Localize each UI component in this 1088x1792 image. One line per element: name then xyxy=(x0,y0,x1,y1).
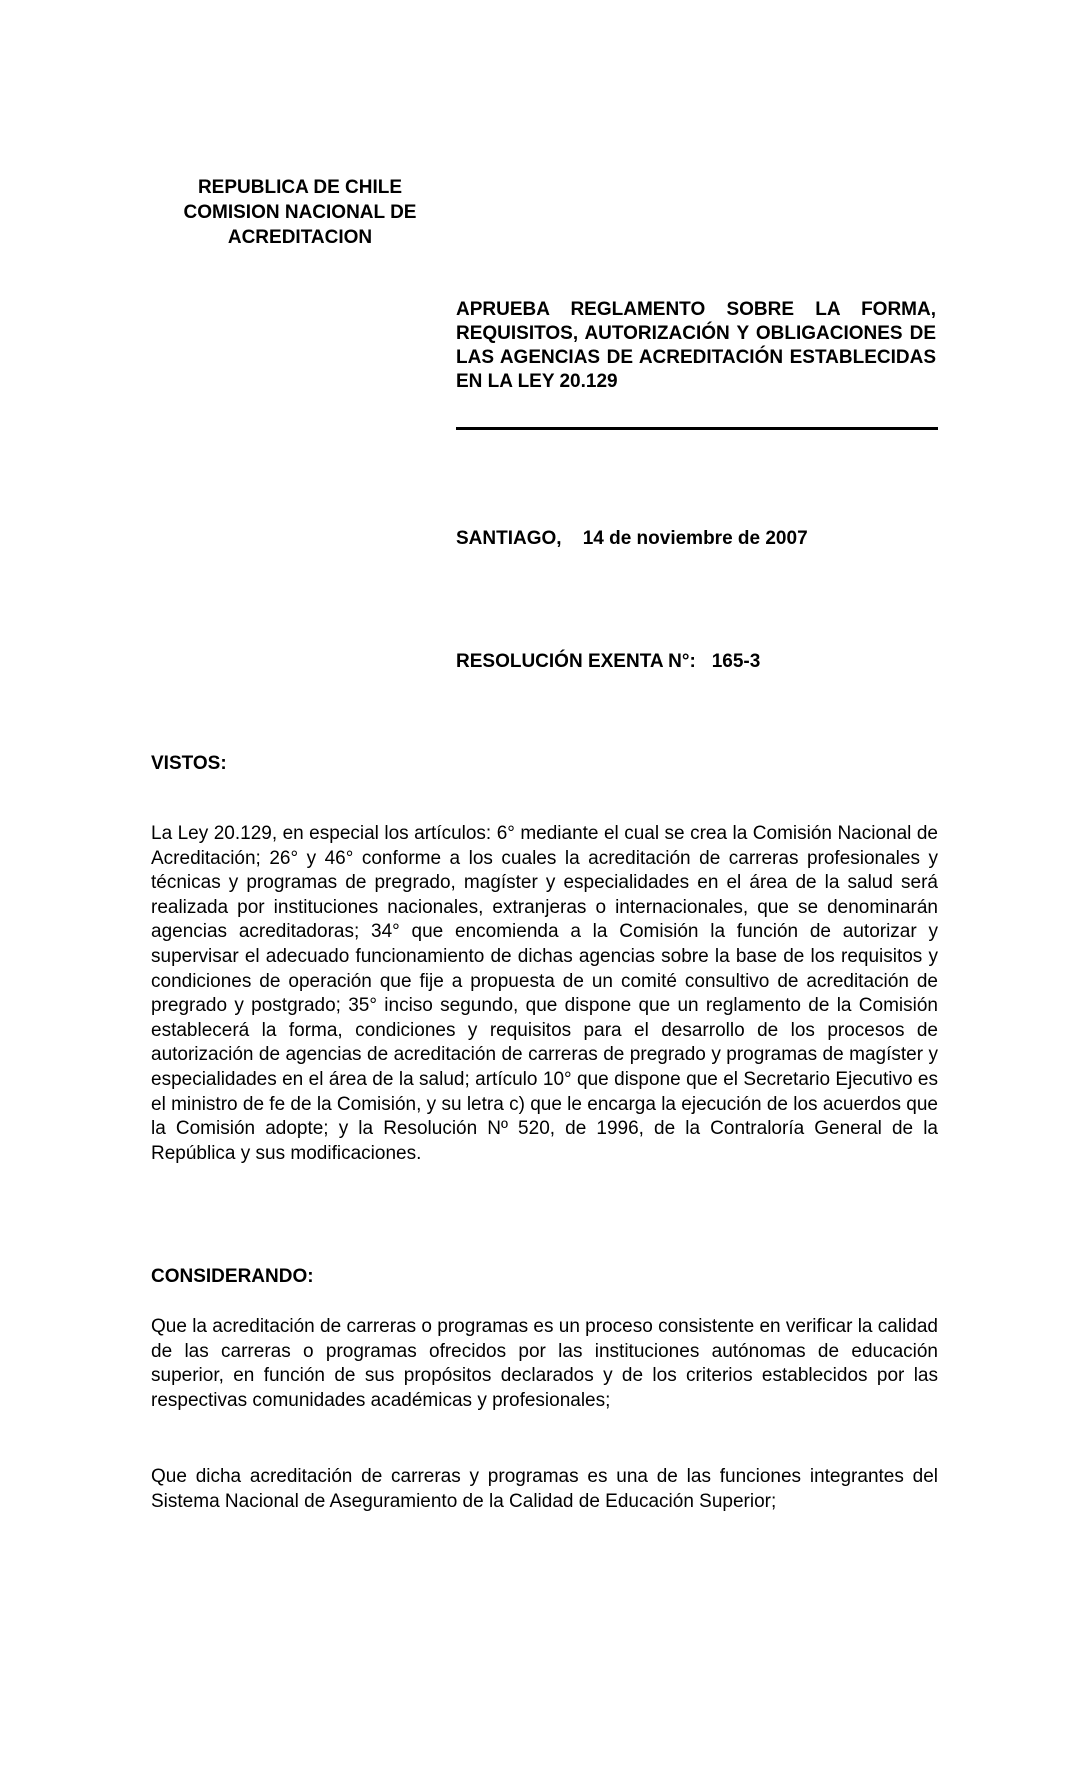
section-heading-considerando: CONSIDERANDO: xyxy=(151,1266,314,1287)
resolution-label: RESOLUCIÓN EXENTA N°: xyxy=(456,651,696,672)
header-line-accreditation: ACREDITACION xyxy=(227,227,373,248)
dateline xyxy=(456,527,808,551)
vistos-paragraph: La Ley 20.129, en especial los artículos: 6° mediante el cual se crea la Comisión Nacional de Acreditación; 26° y 46° conforme a los cuales la acreditación de carreras profesionales y técnicas y programas de pregrado, magíster y especialidades en el área de la salud será realizada por instituciones nacionales, extranjeras o internacionales, que se denominarán agencias acreditadoras; 34° que encomienda a la Comisión la función de autorizar y supervisar el adecuado funcionamiento de dichas agencias sobre la base de los requisitos y condiciones de operación que fije a propuesta de un comité consultivo de acreditación de pregrado y postgrado; 35° inciso segundo, que dispone que un reglamento de la Comisión establecerá la forma, condiciones y requisitos para el desarrollo de los procesos de autorización de agencias de acreditación de carreras de pregrado y programas de magíster y especialidades en el área de la salud; artículo 10° que dispone que el Secretario Ejecutivo es el ministro de fe de la Comisión, y su letra c) que le encarga la ejecución de los acuerdos que la Comisión adopte; y la Resolución Nº 520, de 1996, de la Contraloría General de la República y sus modificaciones. xyxy=(151,823,938,1164)
document-title: APRUEBA REGLAMENTO SOBRE LA FORMA, REQUISITOS, AUTORIZACIÓN Y OBLIGACIONES DE LAS AGENCIAS DE ACREDITACIÓN ESTABLECIDAS EN LA LEY 20.129 xyxy=(456,299,936,392)
resolution-number xyxy=(456,650,760,674)
dateline-date: 14 de noviembre de 2007 xyxy=(582,528,808,549)
resolution-value: 165-3 xyxy=(711,651,761,672)
title-underline xyxy=(456,427,938,430)
considerando-paragraph: Que la acreditación de carreras o programas es un proceso consistente en verificar la calidad de las carreras o programas ofrecidos por las instituciones autónomas de educación superior, en función de sus propósitos declarados y de los criterios establecidos por las respectivas comunidades académicas y profesionales; xyxy=(151,1316,938,1411)
institution-header xyxy=(140,175,460,250)
header-line-country: REPUBLICA DE CHILE xyxy=(197,177,403,198)
dateline-city: SANTIAGO, xyxy=(456,528,562,549)
considerando-paragraph: Que dicha acreditación de carreras y programas es una de las funciones integrantes del Sistema Nacional de Aseguramiento de la Calidad de Educación Superior; xyxy=(151,1466,938,1512)
header-line-commission: COMISION NACIONAL DE xyxy=(183,202,417,223)
section-heading-vistos: VISTOS: xyxy=(151,753,227,774)
